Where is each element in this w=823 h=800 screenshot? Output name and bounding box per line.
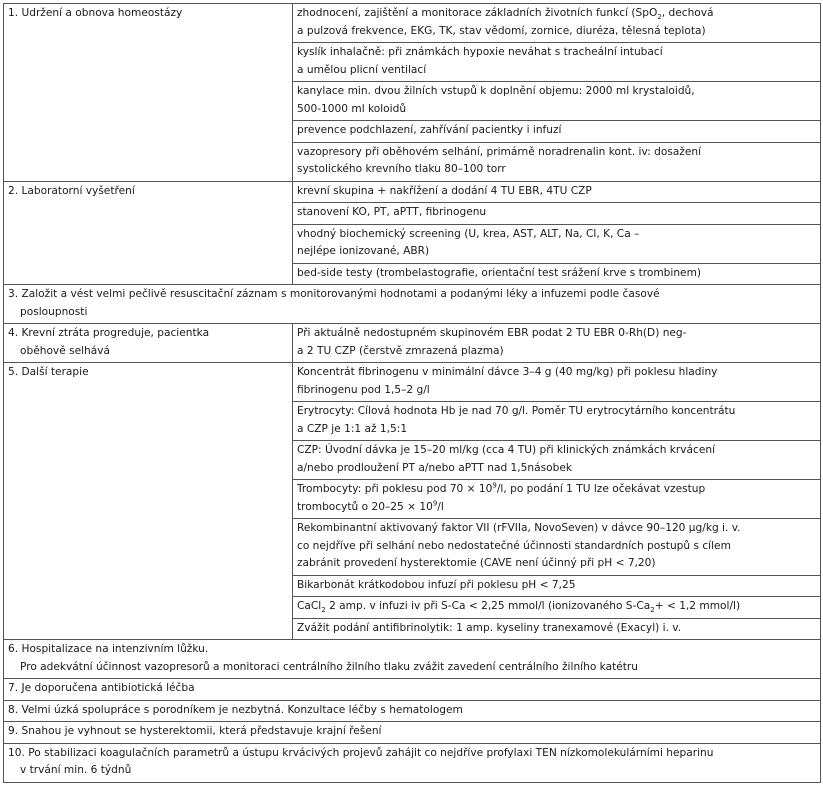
table-row: [4, 324, 821, 363]
section-label: 4. Krevní ztráta progreduje, pacientka oběhově selhává: [4, 324, 293, 363]
table-cell: zhodnocení, zajištění a monitorace základních životních funkcí (SpO$_2$, dechová a pulzová frekvence, EKG, TK, stav vědomí, zornice, diuréza, tělesná teplota): [293, 4, 821, 43]
section-full-row: 9. Snahou je vyhnout se hysterektomii, která představuje krajní řešení: [4, 722, 821, 744]
table-cell: stanovení KO, PT, aPTT, fibrinogenu: [293, 203, 821, 225]
section-label: 2. Laboratorní vyšetření: [4, 181, 293, 285]
table-row: [4, 679, 821, 701]
table-row: [4, 181, 821, 203]
table-row: [4, 743, 821, 782]
table-cell: CaCl$_2$ 2 amp. v infuzi iv při S-Ca < 2,25 mmol/l (ionizovaného $S-Ca_2+ < 1,2$ mmol/l): [293, 597, 821, 619]
table-cell: prevence podchlazení, zahřívání pacientky i infuzí: [293, 121, 821, 143]
table-row: [4, 4, 821, 43]
section-full-row: 7. Je doporučena antibiotická léčba: [4, 679, 821, 701]
table-cell: Bikarbonát krátkodobou infuzí při poklesu pH < 7,25: [293, 575, 821, 597]
section-full-row: 3. Založit a vést velmi pečlivě resuscitační záznam s monitorovanými hodnotami a podanými léky a infuzemi podle časové posloupnosti: [4, 285, 821, 324]
table-cell: vazopresory při oběhovém selhání, primárně noradrenalin kont. iv: dosažení systolického krevního tlaku 80–100 torr: [293, 142, 821, 181]
table-cell: Trombocyty: při poklesu pod $70 \times 10^9/l$, po podání 1 TU lze očekávat vzestup trombocytů o $20-25 \times 10^9/l$: [293, 480, 821, 519]
table-cell: bed-side testy (trombelastografie, orientační test srážení krve s trombinem): [293, 263, 821, 285]
section-label: 5. Další terapie: [4, 363, 293, 640]
table-row: [4, 722, 821, 744]
table-cell: krevní skupina + nakřížení a dodání 4 TU EBR, 4TU CZP: [293, 181, 821, 203]
section-label: 1. Udržení a obnova homeostázy: [4, 4, 293, 182]
table-cell: Zvážit podání antifibrinolytik: 1 amp. kyseliny tranexamové (Exacyl) i. v.: [293, 618, 821, 640]
table-row: [4, 700, 821, 722]
table-row: [4, 640, 821, 679]
treatment-protocol-table: [3, 3, 821, 783]
table-cell: vhodný biochemický screening (U, krea, AST, ALT, Na, Cl, K, Ca – nejlépe ionizované, ABR): [293, 224, 821, 263]
table-cell: Erytrocyty: Cílová hodnota Hb je nad 70 g/l. Poměr TU erytrocytárního koncentrátu a CZP je 1:1 až 1,5:1: [293, 402, 821, 441]
section-full-row: 6. Hospitalizace na intenzivním lůžku. Pro adekvátní účinnost vazopresorů a monitoraci centrálního žilního tlaku zvážit zavedení centrálního žilního katétru: [4, 640, 821, 679]
table-row: [4, 363, 821, 402]
table-row: [4, 285, 821, 324]
section-full-row: 8. Velmi úzká spolupráce s porodníkem je nezbytná. Konzultace léčby s hematologem: [4, 700, 821, 722]
section-full-row: 10. Po stabilizaci koagulačních parametrů a ústupu krvácivých projevů zahájit co nejdříve profylaxi TEN nízkomolekulárními heparinu v trvání min. 6 týdnů: [4, 743, 821, 782]
table-cell: kyslík inhalačně: při známkách hypoxie neváhat s tracheální intubací a umělou plicní ventilací: [293, 43, 821, 82]
table-cell: Koncentrát fibrinogenu v minimální dávce 3–4 g (40 mg/kg) při poklesu hladiny fibrinogenu pod 1,5–2 g/l: [293, 363, 821, 402]
table-cell: CZP: Úvodní dávka je 15–20 ml/kg (cca 4 TU) při klinických známkách krvácení a/nebo prodloužení PT a/nebo aPTT nad 1,5násobek: [293, 441, 821, 480]
table-cell: Při aktuálně nedostupném skupinovém EBR podat 2 TU EBR 0-Rh(D) neg- a 2 TU CZP (čerstvě zmrazená plazma): [293, 324, 821, 363]
table-cell: Rekombinantní aktivovaný faktor VII (rFVIIa, NovoSeven) v dávce 90–120 µg/kg i. v. co nejdříve při selhání nebo nedostatečné účinnosti standardních postupů s cílem zabránit provedení hysterektomie (CAVE není účinný při pH < 7,20): [293, 519, 821, 576]
table-cell: kanylace min. dvou žilních vstupů k doplnění objemu: 2000 ml krystaloidů, 500-1000 ml koloidů: [293, 82, 821, 121]
